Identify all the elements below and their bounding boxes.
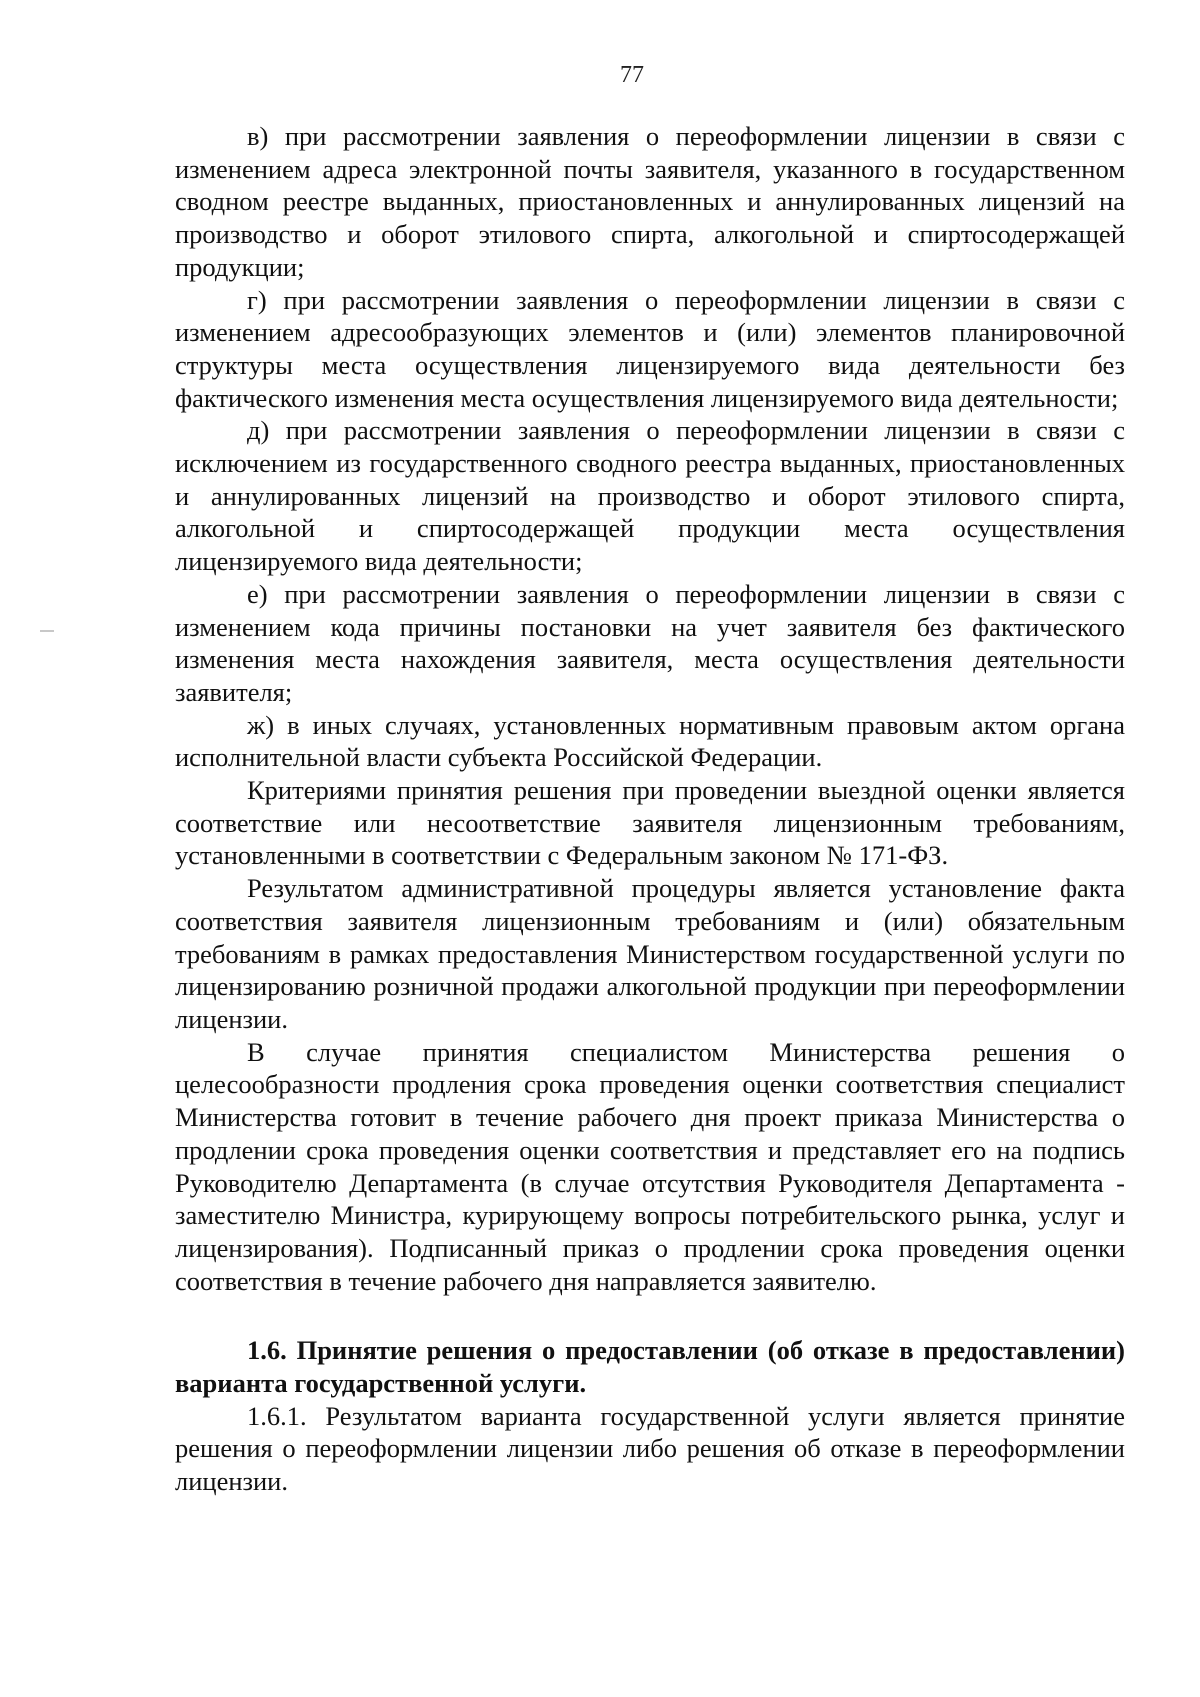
document-body xyxy=(175,120,1125,1498)
list-item-v: в) при рассмотрении заявления о переоформлении лицензии в связи с изменением адреса электронной почты заявителя, указанного в государственном сводном реестре выданных, приостановленных и аннулированных лицензий на производство и оборот этилового спирта, алкогольной и спиртосодержащей продукции; xyxy=(175,121,1125,282)
criteria-paragraph: Критериями принятия решения при проведении выездной оценки является соответствие или несоответствие заявителя лицензионным требованиям, установленными в соответствии с Федеральным законом № 171-ФЗ. xyxy=(175,775,1125,871)
scan-artifact-mark xyxy=(40,630,54,632)
section-paragraph: 1.6.1. Результатом варианта государственной услуги является принятие решения о переоформлении лицензии либо решения об отказе в переоформлении лицензии. xyxy=(175,1400,1125,1497)
section-heading: 1.6. Принятие решения о предоставлении (об отказе в предоставлении) варианта государственной услуги. xyxy=(175,1335,1125,1399)
list-item-d: д) при рассмотрении заявления о переоформлении лицензии в связи с исключением из государственного сводного реестра выданных, приостановленных и аннулированных лицензий на производство и оборот этилового спирта, алкогольной и спиртосодержащей продукции места осуществления лицензируемого вида деятельности; xyxy=(175,415,1125,577)
result-paragraph: Результатом административной процедуры является установление факта соответствия заявителя лицензионным требованиям и (или) обязательным требованиям в рамках предоставления Министерством государственной услуги по лицензированию розничной продажи алкогольной продукции при переоформлении лицензии. xyxy=(175,873,1125,1034)
extension-paragraph: В случае принятия специалистом Министерства решения о целесообразности продления срока проведения оценки соответствия специалист Министерства готовит в течение рабочего дня проект приказа Министерства о продлении срока проведения оценки соответствия и представляет его на подпись Руководителю Департамента (в случае отсутствия Руководителя Департамента - заместителю Министра, курирующему вопросы потребительского рынка, услуг и лицензирования). Подписанный приказ о продлении срока проведения оценки соответствия в течение рабочего дня направляется заявителю. xyxy=(175,1036,1125,1296)
list-item-e: е) при рассмотрении заявления о переоформлении лицензии в связи с изменением кода причины постановки на учет заявителя без фактического изменения места нахождения заявителя, места осуществления деятельности заявителя; xyxy=(175,578,1125,707)
list-item-zh: ж) в иных случаях, установленных нормативным правовым актом органа исполнительной власти субъекта Российской Федерации. xyxy=(175,709,1125,773)
page-number: 77 xyxy=(620,62,644,88)
list-item-g: г) при рассмотрении заявления о переоформлении лицензии в связи с изменением адресообразующих элементов и (или) элементов планировочной структуры места осуществления лицензируемого вида деятельности без фактического изменения места осуществления лицензируемого вида деятельности; xyxy=(175,284,1125,413)
